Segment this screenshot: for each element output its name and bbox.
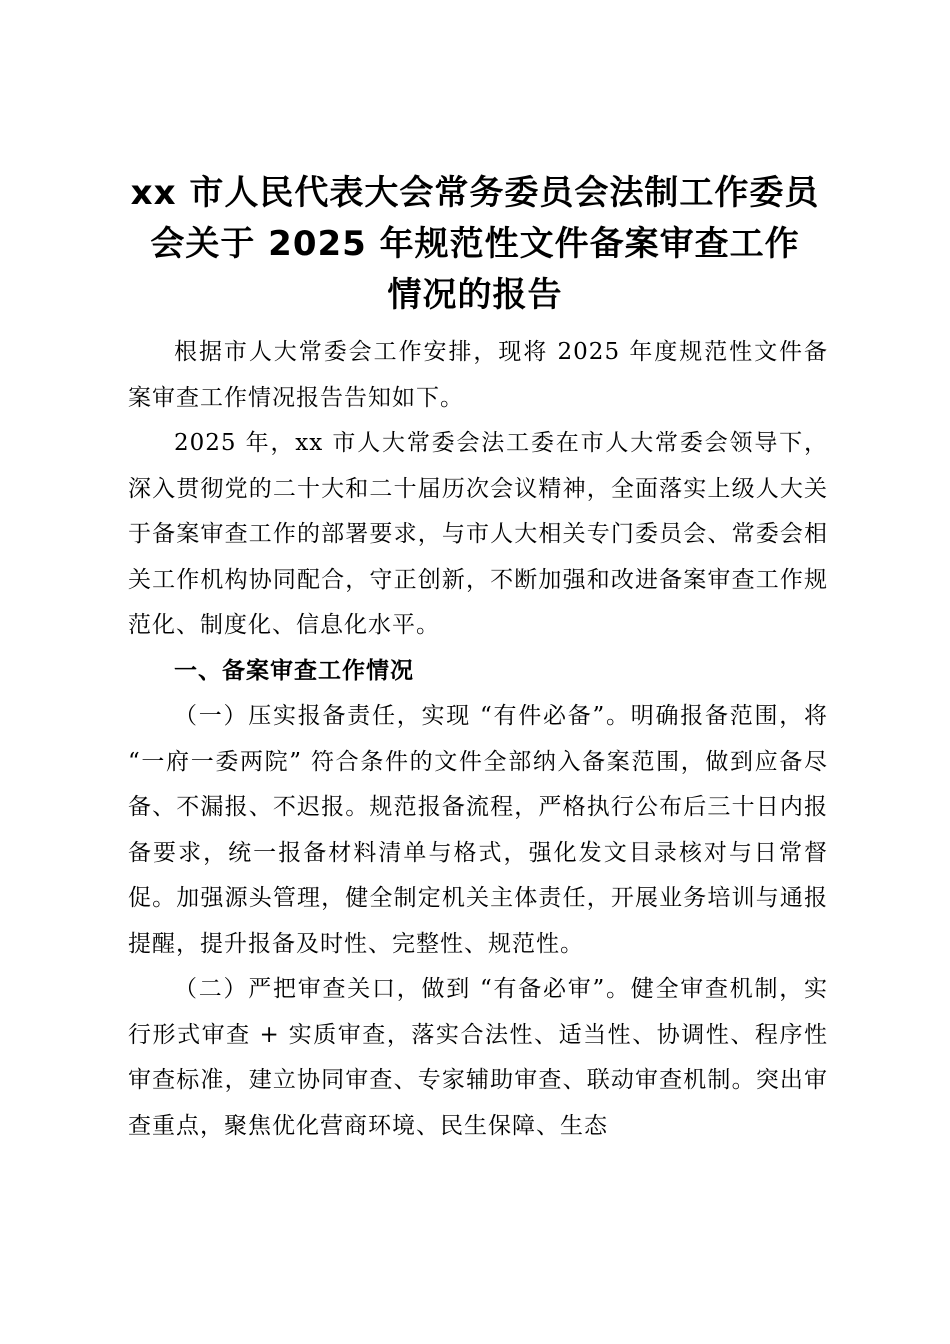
title-line-2: 会关于 2025 年规范性文件备案审查工作 <box>150 224 800 264</box>
item-2-paragraph: （二）严把审查关口，做到 “有备必审”。健全审查机制，实行形式审查 + 实质审查，落实合法性、适当性、协调性、程序性审查标准，建立协同审查、专家辅助审查、联动审查机制。突出审查重点，聚焦优化营商环境、民生保障、生态 <box>128 976 828 1139</box>
item-1-paragraph: （一）压实报备责任，实现 “有件必备”。明确报备范围，将 “一府一委两院” 符合条件的文件全部纳入备案范围，做到应备尽备、不漏报、不迟报。规范报备流程，严格执行公布后三十日内报备要求，统一报备材料清单与格式，强化发文目录核对与日常督促。加强源头管理，健全制定机关主体责任，开展业务培训与通报提醒，提升报备及时性、完整性、规范性。 <box>128 703 828 957</box>
document-body <box>128 330 828 1149</box>
title-line-1: xx 市人民代表大会常务委员会法制工作委员 <box>130 173 820 213</box>
overview-paragraph: 2025 年，xx 市人大常委会法工委在市人大常委会领导下，深入贯彻党的二十大和二十届历次会议精神，全面落实上级人大关于备案审查工作的部署要求，与市人大相关专门委员会、常委会相关工作机构协同配合，守正创新，不断加强和改进备案审查工作规范化、制度化、信息化水平。 <box>128 430 828 638</box>
section-heading: 一、备案审查工作情况 <box>174 657 414 684</box>
document-title <box>120 168 830 321</box>
intro-paragraph: 根据市人大常委会工作安排，现将 2025 年度规范性文件备案审查工作情况报告告知如下。 <box>128 339 828 411</box>
title-line-3: 情况的报告 <box>387 275 563 315</box>
